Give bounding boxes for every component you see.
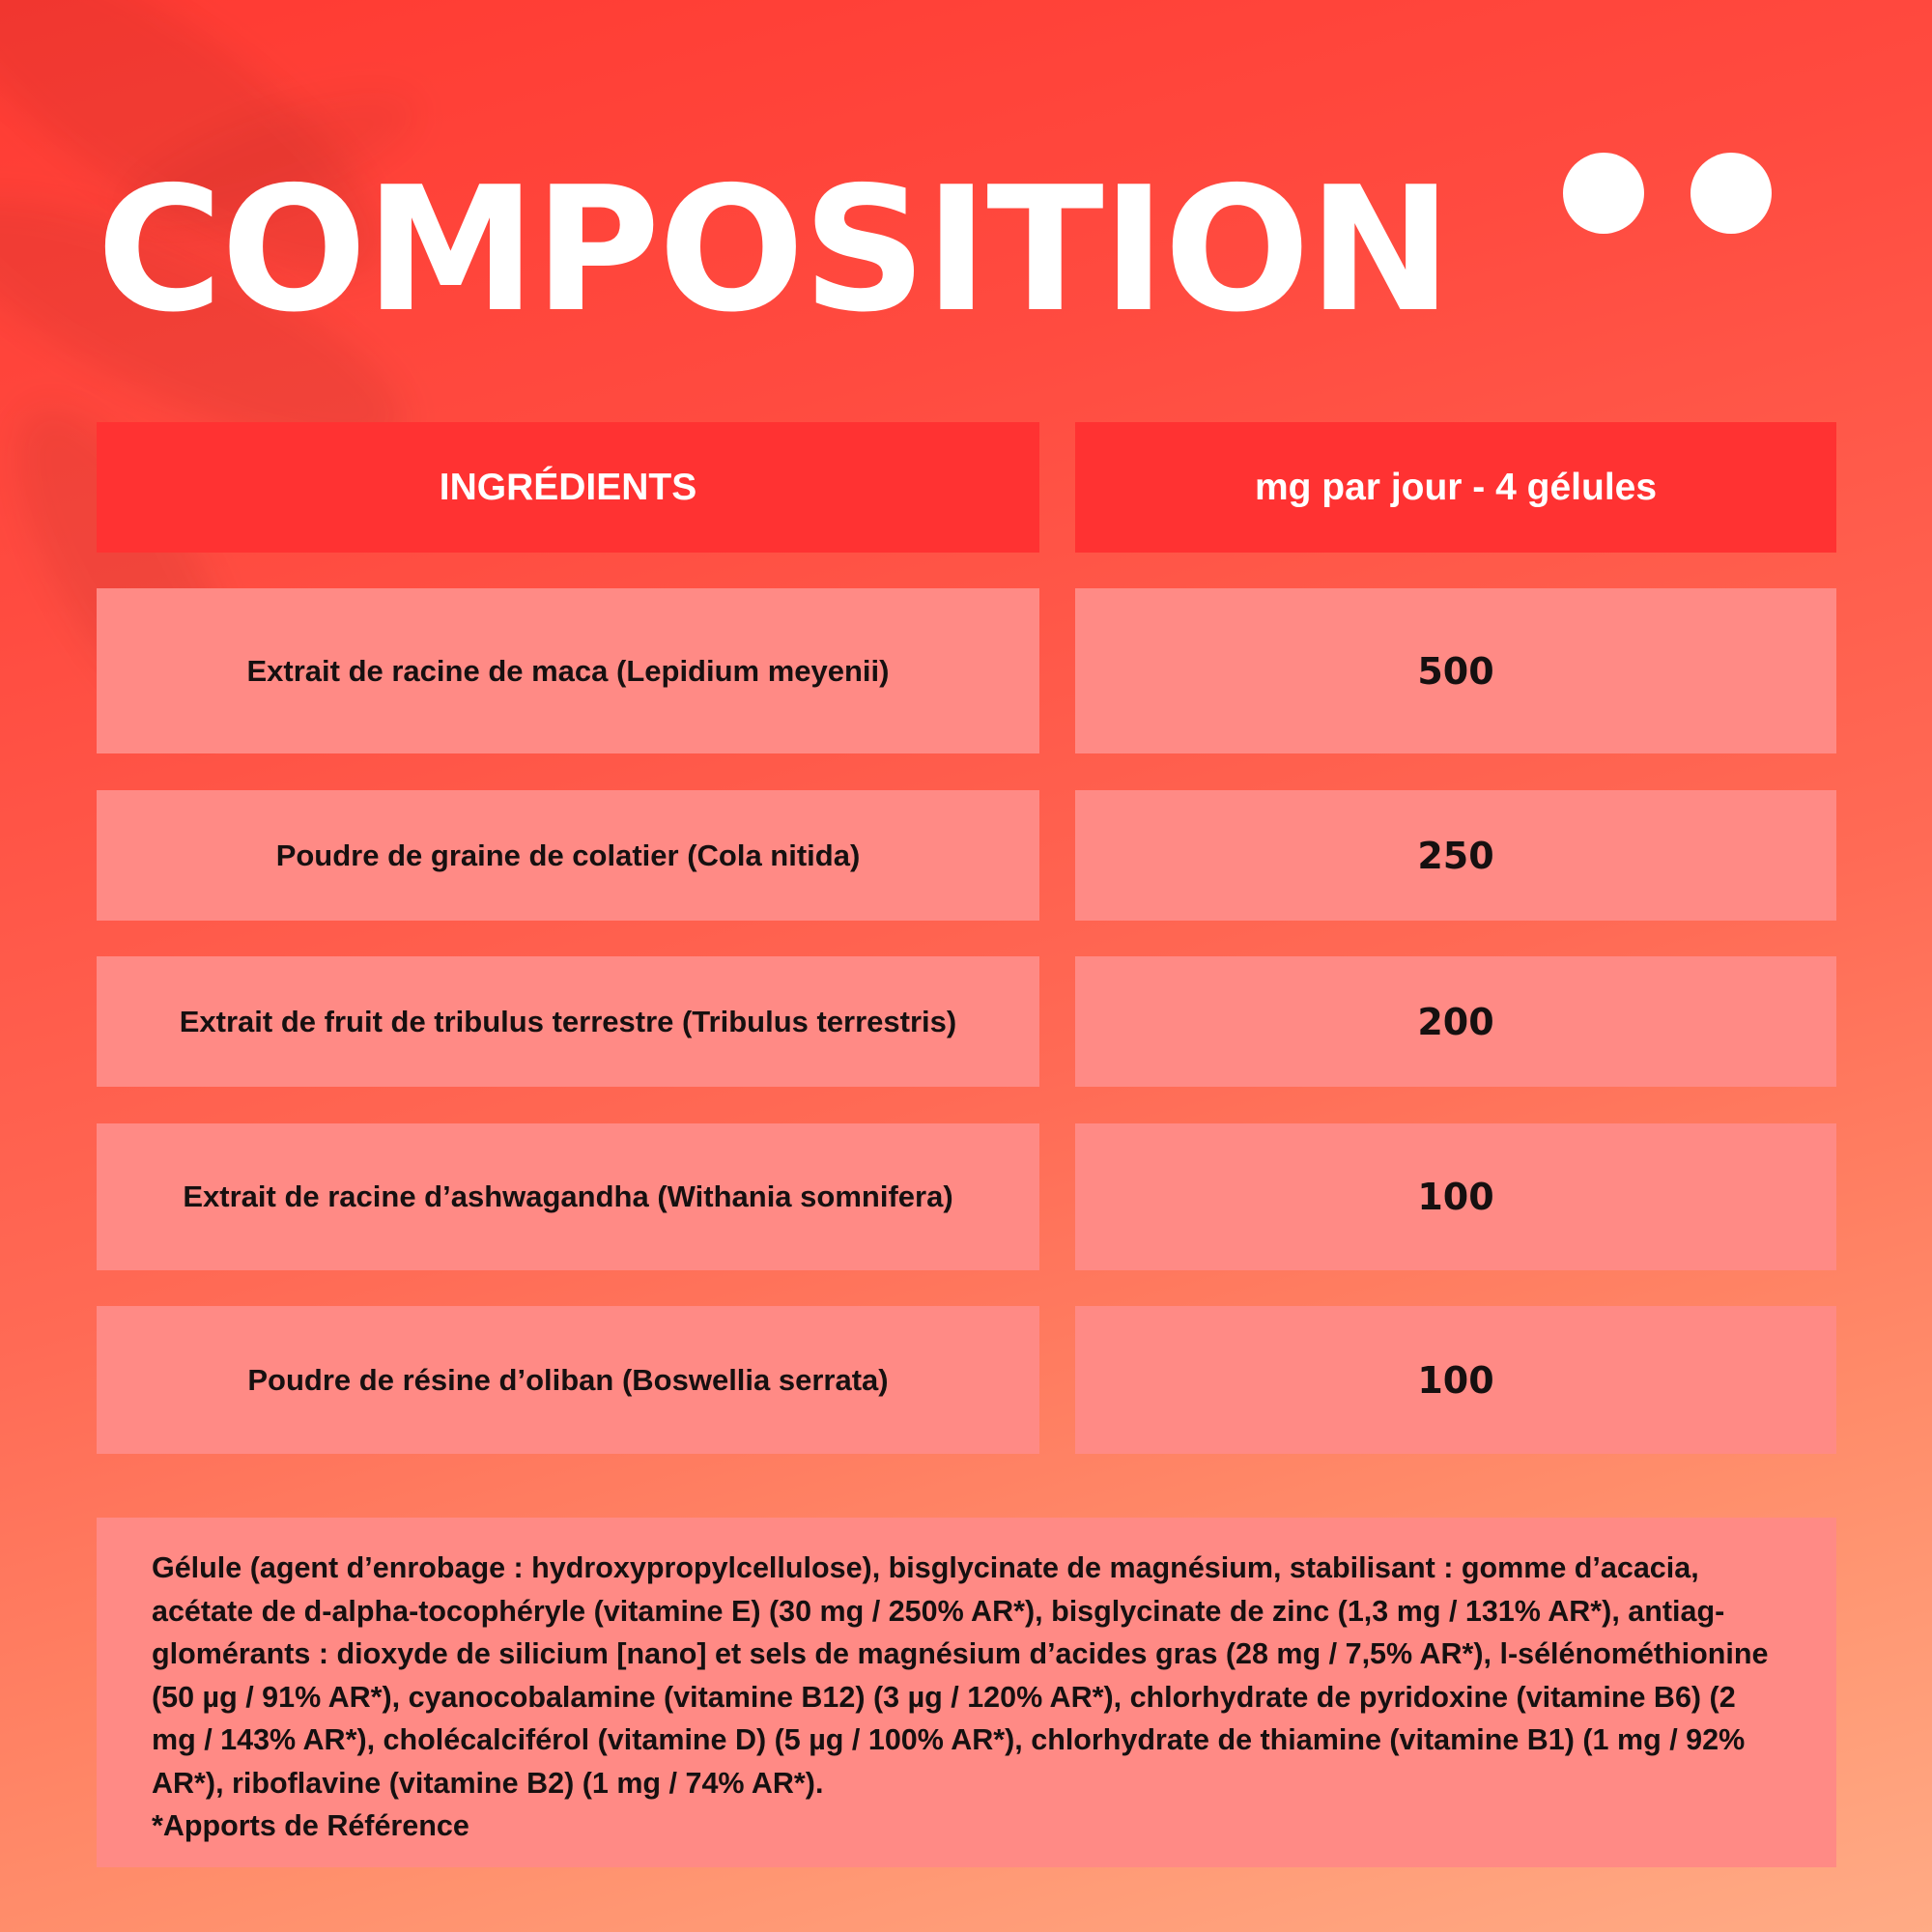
amount-cell: 100 xyxy=(1075,1306,1836,1454)
ingredient-cell: Extrait de fruit de tribulus terrestre (Tribulus terrestris) xyxy=(97,956,1039,1087)
decorative-dot xyxy=(1563,153,1644,234)
amount-cell: 100 xyxy=(1075,1123,1836,1270)
header-ingredients: INGRÉDIENTS xyxy=(97,422,1039,553)
amount-cell: 200 xyxy=(1075,956,1836,1087)
amount-cell: 250 xyxy=(1075,790,1836,921)
decorative-dot xyxy=(1690,153,1772,234)
amount-cell: 500 xyxy=(1075,588,1836,753)
footnote-reference: *Apports de Référence xyxy=(152,1809,469,1842)
ingredient-cell: Extrait de racine d’ashwagandha (Withania somnifera) xyxy=(97,1123,1039,1270)
ingredient-cell: Extrait de racine de maca (Lepidium meyenii) xyxy=(97,588,1039,753)
header-amount: mg par jour - 4 gélules xyxy=(1075,422,1836,553)
page-title: COMPOSITION xyxy=(97,150,1451,350)
ingredient-cell: Poudre de graine de colatier (Cola nitida) xyxy=(97,790,1039,921)
footnote-text: Gélule (agent d’enrobage : hydroxypropylcellulose), bisglycinate de magnésium, stabilisant : gomme d’acacia, acétate de d-alpha-tocophéryle (vitamine E) (30 mg / 250% AR*), bisglycinate de zinc (1,3 mg / 131% AR*), antiag- glomérants : dioxyde de silicium [nano] et sels de magnésium d’acides gras (28 mg / 7,5% AR*), l-sélénométhionine (50 µg / 91% AR*), cyanocobalamine (vitamine B12) (3 µg / 120% AR*), chlorhydrate de pyridoxine (vitamine B6) (2 mg / 143% AR*), cholécalciférol (vitamine D) (5 µg / 100% AR*), chlorhydrate de thiamine (vitamine B1) (1 mg / 92% AR*), riboflavine (vitamine B2) (1 mg / 74% AR*). xyxy=(152,1551,1769,1800)
ingredients-footnote xyxy=(97,1518,1836,1867)
ingredient-cell: Poudre de résine d’oliban (Boswellia serrata) xyxy=(97,1306,1039,1454)
